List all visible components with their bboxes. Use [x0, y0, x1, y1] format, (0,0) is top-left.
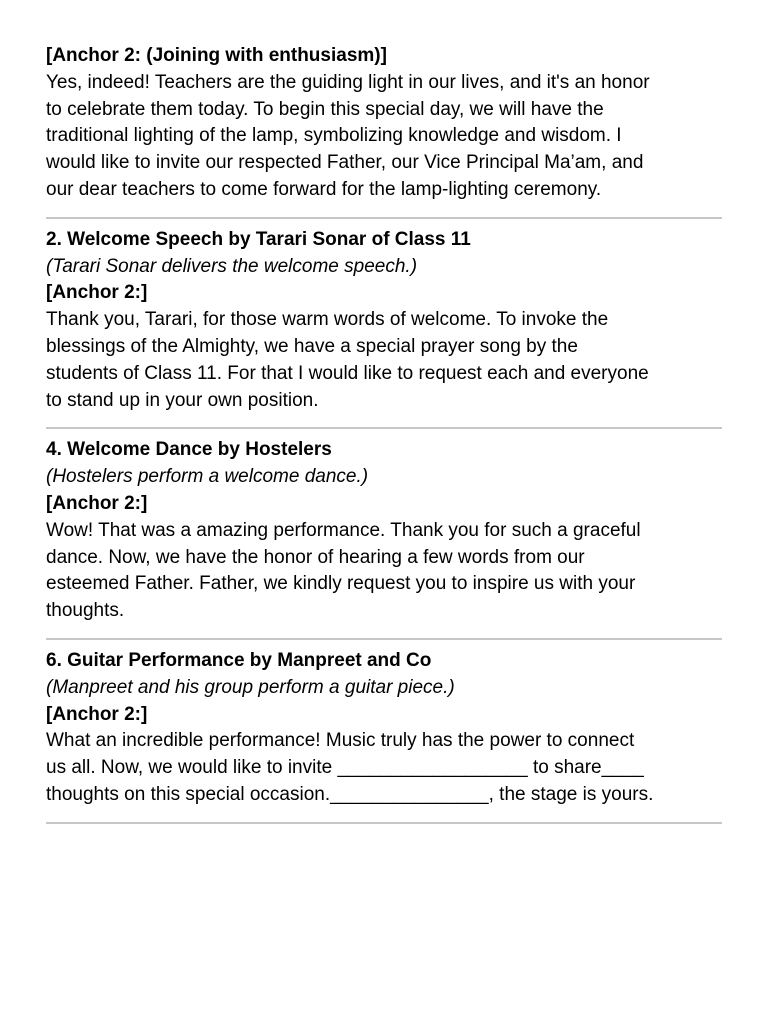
- body-line: dance. Now, we have the honor of hearing a few words from our: [46, 546, 585, 568]
- body-line: thoughts.: [46, 600, 125, 622]
- body-line: Thank you, Tarari, for those warm words of welcome. To invoke the: [46, 309, 609, 331]
- body-line: What an incredible performance! Music truly has the power to connect: [46, 730, 635, 752]
- section-welcome-dance: [46, 437, 722, 625]
- body-line: to stand up in your own position.: [46, 389, 319, 411]
- body-line: our dear teachers to come forward for the lamp-lighting ceremony.: [46, 178, 602, 200]
- body-line: thoughts on this special occasion._______________, the stage is yours.: [46, 783, 654, 805]
- anchor-label: [Anchor 2:]: [46, 703, 148, 725]
- body-line: would like to invite our respected Father, our Vice Principal Ma’am, and: [46, 152, 644, 174]
- body-line: traditional lighting of the lamp, symbolizing knowledge and wisdom. I: [46, 125, 622, 147]
- section-heading: 4. Welcome Dance by Hostelers: [46, 439, 332, 461]
- section-welcome-speech: [46, 227, 722, 415]
- body-line: Wow! That was a amazing performance. Thank you for such a graceful: [46, 519, 641, 541]
- section-heading: 6. Guitar Performance by Manpreet and Co: [46, 649, 432, 671]
- section-heading: [Anchor 2: (Joining with enthusiasm)]: [46, 45, 387, 66]
- section-heading: 2. Welcome Speech by Tarari Sonar of Class 11: [46, 228, 471, 250]
- body-line: blessings of the Almighty, we have a special prayer song by the: [46, 335, 578, 357]
- anchor-label: [Anchor 2:]: [46, 282, 148, 304]
- body-line: students of Class 11. For that I would like to request each and everyone: [46, 362, 649, 384]
- stage-direction: (Tarari Sonar delivers the welcome speech.): [46, 255, 418, 277]
- body-line: esteemed Father. Father, we kindly request you to inspire us with your: [46, 573, 636, 595]
- body-line: to celebrate them today. To begin this special day, we will have the: [46, 98, 604, 120]
- section-guitar-performance: [46, 648, 722, 809]
- body-line: us all. Now, we would like to invite __________________ to share____: [46, 757, 644, 779]
- anchor-label: [Anchor 2:]: [46, 492, 148, 514]
- document-page: [46, 43, 722, 824]
- section-anchor-intro: [46, 43, 722, 204]
- body-line: Yes, indeed! Teachers are the guiding light in our lives, and it's an honor: [46, 71, 650, 93]
- stage-direction: (Manpreet and his group perform a guitar piece.): [46, 676, 455, 698]
- stage-direction: (Hostelers perform a welcome dance.): [46, 466, 369, 488]
- section-divider: [46, 822, 722, 824]
